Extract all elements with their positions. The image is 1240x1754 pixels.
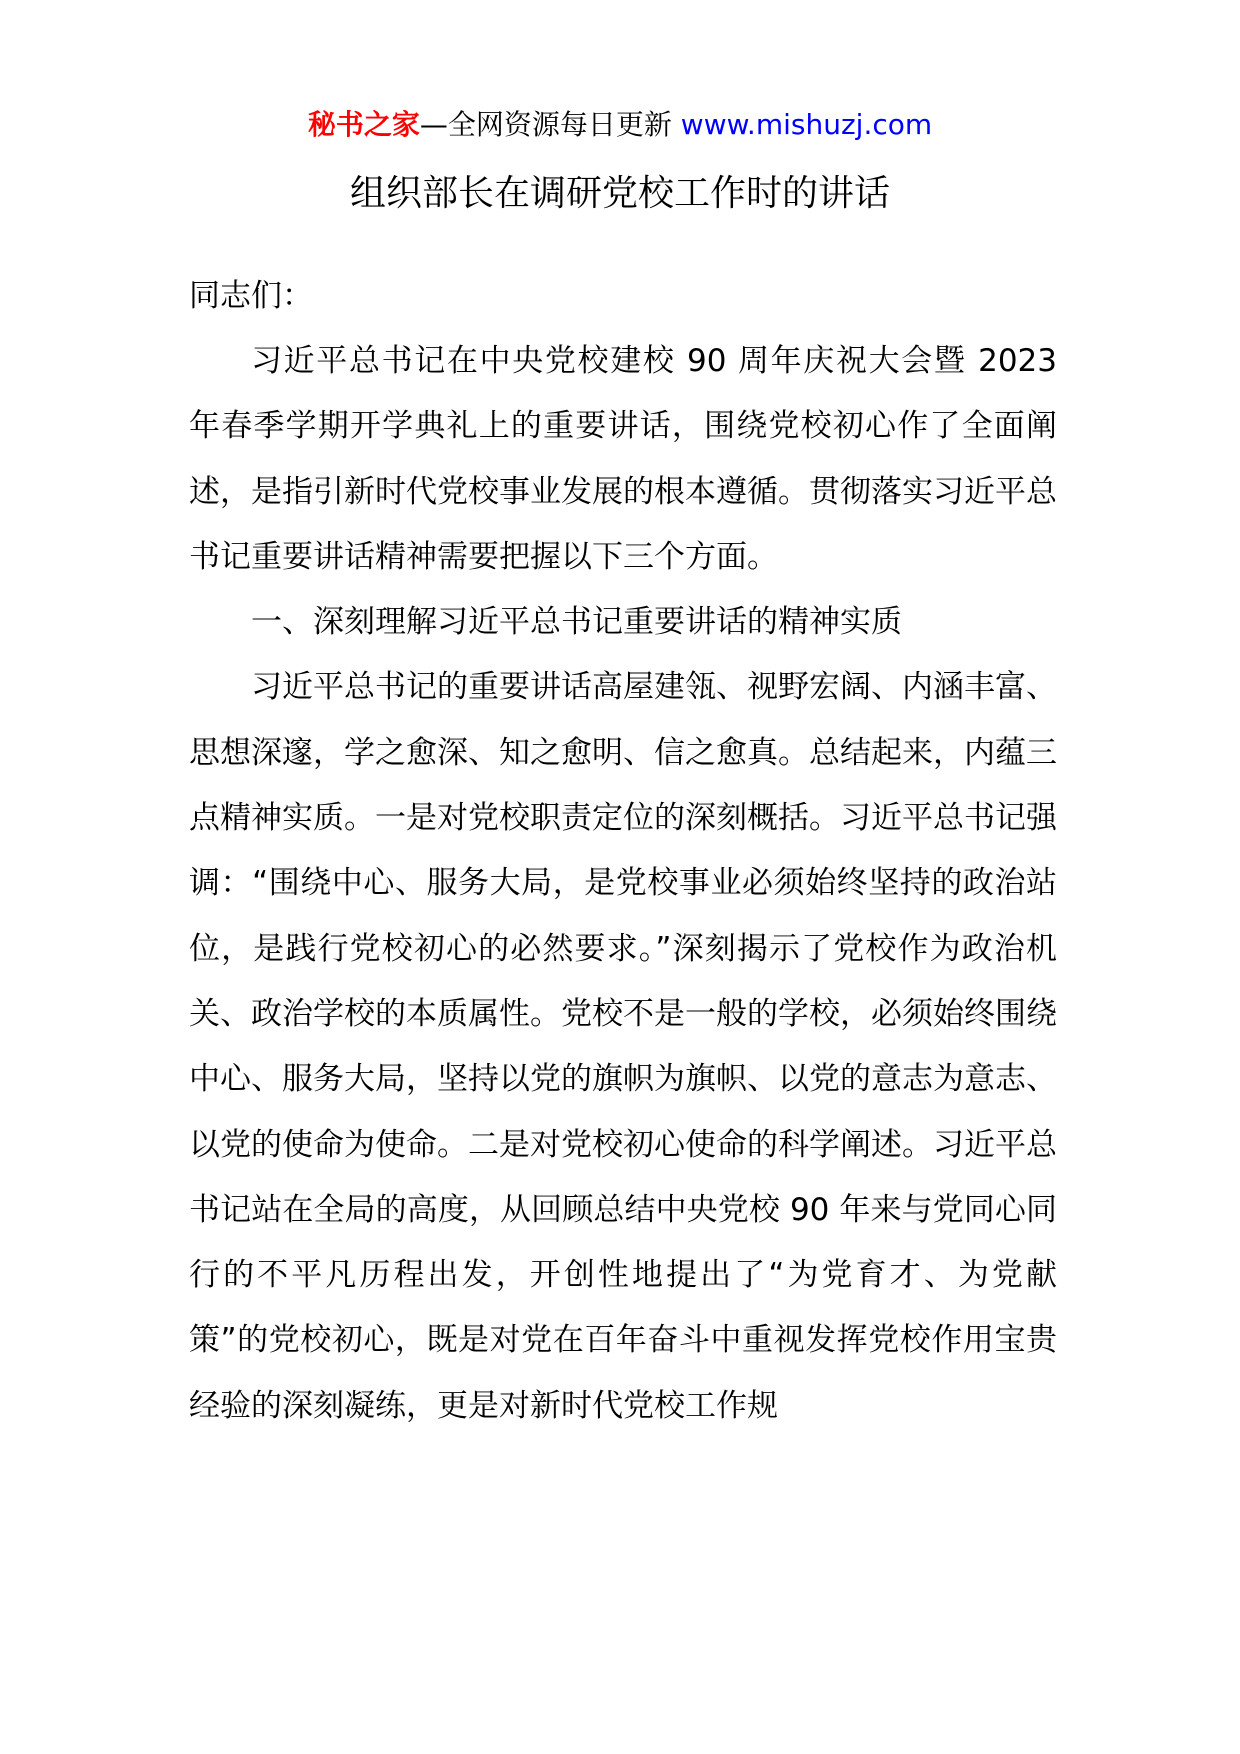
header-banner: [0, 105, 1240, 145]
brand-name: 秘书之家: [307, 108, 420, 141]
paragraph-section-1: 习近平总书记的重要讲话高屋建瓴、视野宏阔、内涵丰富、思想深邃，学之愈深、知之愈明、信之愈真。总结起来，内蕴三点精神实质。一是对党校职责定位的深刻概括。习近平总书记强调：“围绕中心、服务大局，是党校事业必须始终坚持的政治站位，是践行党校初心的必然要求。”深刻揭示了党校作为政治机关、政治学校的本质属性。党校不是一般的学校，必须始终围绕中心、服务大局，坚持以党的旗帜为旗帜、以党的意志为意志、以党的使命为使命。二是对党校初心使命的科学阐述。习近平总书记站在全局的高度，从回顾总结中央党校 90 年来与党同心同行的不平凡历程出发，开创性地提出了“为党育才、为党献策”的党校初心，既是对党在百年奋斗中重视发挥党校作用宝贵经验的深刻凝练，更是对新时代党校工作规: [189, 669, 1057, 1424]
brand-tagline: —全网资源每日更新: [419, 108, 672, 141]
paragraph-intro: 习近平总书记在中央党校建校 90 周年庆祝大会暨 2023 年春季学期开学典礼上的重要讲话，围绕党校初心作了全面阐述，是指引新时代党校事业发展的根本遵循。贯彻落实习近平总书记重要讲话精神需要把握以下三个方面。: [189, 343, 1057, 575]
section-heading-1: 一、深刻理解习近平总书记重要讲话的精神实质: [251, 604, 902, 641]
document-body: [189, 329, 1057, 1439]
salutation: 同志们：: [189, 278, 313, 314]
site-url-link[interactable]: www.mishuzj.com: [680, 108, 933, 141]
document-title: 组织部长在调研党校工作时的讲话: [349, 173, 890, 214]
